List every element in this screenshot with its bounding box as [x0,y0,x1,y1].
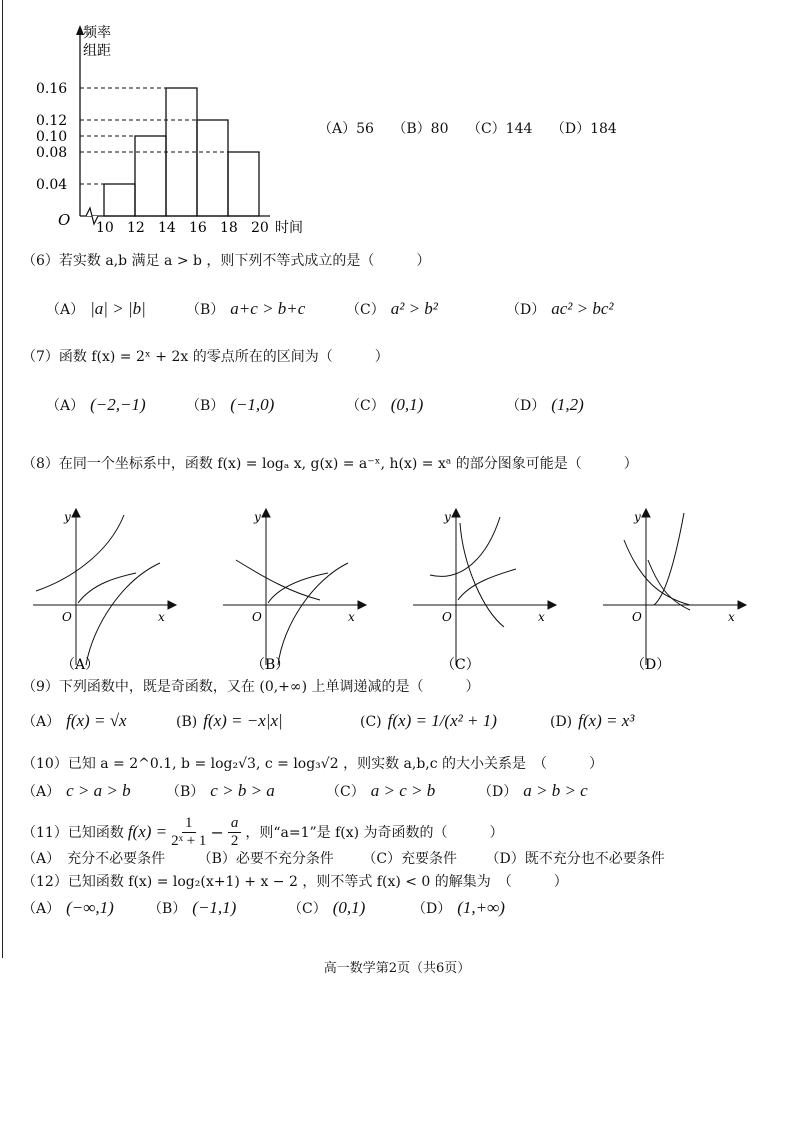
hist-x-tick: 16 [189,220,207,236]
q8-graph-a[interactable] [28,505,178,675]
q8-graph-c[interactable] [408,505,558,675]
q9-stem: （9）下列函数中，既是奇函数，又在 (0,+∞) 上单调递减的是（ ） [22,679,480,695]
q9-option-a[interactable]: （A） f(x) = √x [22,711,127,730]
svg-text:O: O [252,610,262,624]
histogram [30,20,320,240]
q6-option-d[interactable]: （D） ac² > bc² [506,299,614,318]
hist-bar [135,136,166,216]
q5-option-a[interactable]: （A）56 [318,121,374,137]
q7-option-c[interactable]: （C） (0,1) [346,395,424,414]
svg-text:y: y [254,510,261,524]
hist-origin: O [58,211,71,229]
hist-y-tick: 0.04 [36,177,68,193]
svg-text:x: x [348,610,355,624]
hist-x-tick: 10 [96,220,114,236]
hist-y-tick: 0.08 [36,145,68,161]
q5-option-b[interactable]: （B）80 [392,121,449,137]
q11-option-d[interactable]: （D）既不充分也不必要条件 [485,851,665,867]
hist-ylabel-bottom: 组距 [83,43,111,59]
hist-x-tick: 14 [158,220,176,236]
hist-x-tick: 20 [251,220,269,236]
page-footer: 高一数学第2页（共6页） [323,961,471,976]
svg-text:O: O [62,610,72,624]
q11-option-c[interactable]: （C）充要条件 [362,851,458,867]
q12-option-b[interactable]: （B） (−1,1) [148,898,237,917]
q11-option-a[interactable]: （A） 充分不必要条件 [22,851,166,867]
svg-text:O: O [442,610,452,624]
svg-text:y: y [444,510,451,524]
q10-stem: （10）已知 a = 2^0.1, b = log₂√3, c = log₃√2 ，则实数 a,b,c 的大小关系是 （ ） [22,756,604,772]
q11-option-b[interactable]: （B）必要不充分条件 [197,851,334,867]
hist-x-tick: 18 [220,220,238,236]
hist-x-tick: 12 [127,220,145,236]
q6-option-b[interactable]: （B） a+c > b+c [186,299,306,318]
left-margin-rule [2,0,3,958]
svg-text:O: O [632,610,642,624]
q6-option-c[interactable]: （C） a² > b² [346,299,438,318]
q7-stem: （7）函数 f(x) = 2ˣ + 2x 的零点所在的区间为（ ） [22,349,389,365]
svg-text:y: y [64,510,71,524]
svg-text:y: y [634,510,641,524]
q10-option-c[interactable]: （C） a > c > b [326,781,436,800]
hist-ylabel-top: 频率 [83,25,111,41]
hist-bar [104,184,135,216]
svg-text:x: x [158,610,165,624]
hist-y-tick: 0.10 [36,129,68,145]
q9-option-b[interactable]: (B) f(x) = −x|x| [176,711,283,730]
q6-stem: （6）若实数 a,b 满足 a > b ，则下列不等式成立的是（ ） [22,253,431,269]
q7-option-d[interactable]: （D） (1,2) [506,395,584,414]
q12-option-d[interactable]: （D） (1,+∞) [412,898,505,917]
hist-xlabel: 时间 [275,220,303,236]
q10-option-b[interactable]: （B） c > b > a [166,781,275,800]
q8-graph-b-label: （B） [251,657,290,673]
q7-option-a[interactable]: （A） (−2,−1) [46,395,146,414]
q10-option-d[interactable]: （D） a > b > c [478,781,588,800]
q5-options [318,120,617,138]
hist-bar [197,120,228,216]
q8-graph-d-label: （D） [631,657,671,673]
svg-text:x: x [728,610,735,624]
q8-graph-a-label: （A） [61,657,100,673]
q9-option-d[interactable]: (D) f(x) = x³ [550,711,635,730]
q12-option-a[interactable]: （A） (−∞,1) [22,898,114,917]
q10-option-a[interactable]: （A） c > a > b [22,781,131,800]
q5-option-c[interactable]: （C）144 [466,121,533,137]
q11-stem: （11）已知函数 f(x) = $\frac{1}{\text{2ˣ + 1}}$ − $\frac{a}{2}$ ，则“a=1”是 f(x) 为奇函数的（ ） [22,814,504,849]
q12-option-c[interactable]: （C） (0,1) [288,898,366,917]
q8-stem: （8）在同一个坐标系中，函数 f(x) = logₐ x, g(x) = a⁻ˣ, h(x) = xᵃ 的部分图象可能是（ ） [22,456,638,472]
hist-y-tick: 0.12 [36,113,68,129]
q12-stem: （12）已知函数 f(x) = log₂(x+1) + x − 2 ，则不等式 f(x) < 0 的解集为 （ ） [22,874,568,890]
q5-option-d[interactable]: （D）184 [550,121,617,137]
q11-options [22,850,665,868]
hist-y-tick: 0.16 [36,81,68,97]
q8-graph-b[interactable] [218,505,368,675]
q6-option-a[interactable]: （A） |a| > |b| [46,299,146,318]
svg-text:x: x [538,610,545,624]
q8-graph-d[interactable] [598,505,748,675]
q9-option-c[interactable]: (C) f(x) = 1/(x² + 1) [360,711,497,730]
hist-bar [228,152,259,216]
q7-option-b[interactable]: （B） (−1,0) [186,395,275,414]
q8-graph-c-label: （C） [441,657,480,673]
